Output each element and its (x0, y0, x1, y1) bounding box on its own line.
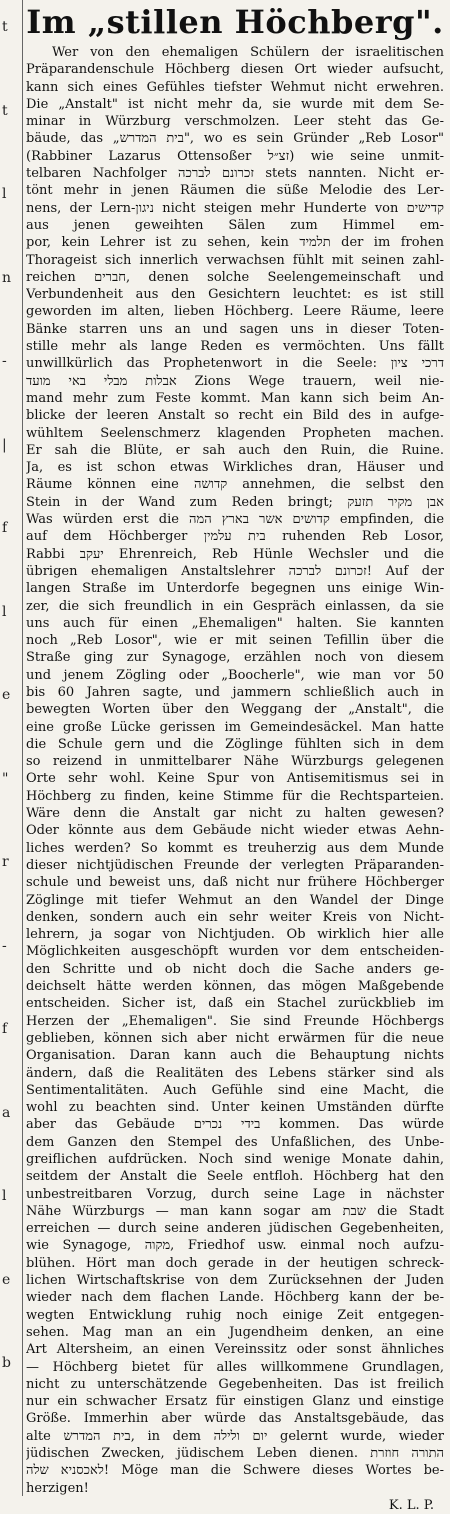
text-line: wieder nach dem flachen Lande. Höchberg kann der be- (26, 1290, 444, 1306)
text-line: — Höchberg bietet für alles willkommene Grundlagen, (26, 1359, 444, 1375)
text-line: bäude, das „בית המדרש", wo es sein Gründer „Reb Losor" (26, 131, 444, 147)
text-line: sehen. Mag man an ein Jugendheim denken, an eine (26, 1324, 444, 1340)
text-line: liches werden? So kommt es treuherzig aus dem Munde (26, 840, 444, 856)
margin-glyph: t (2, 19, 8, 35)
margin-glyph: b (2, 1355, 11, 1372)
text-line: greiflichen aufdrücken. Noch sind wenige Monate dahin, (26, 1152, 444, 1167)
text-line: Was würden erst die קדושים אשר בארץ המה empfinden, die (26, 512, 444, 528)
margin-glyph: r (2, 854, 9, 871)
text-line: Präparandenschule Höchberg diesen Ort wieder aufsucht, (26, 62, 444, 78)
text-line: Organisation. Daran kann auch die Behauptung nichts (26, 1048, 444, 1064)
margin-glyph: f (2, 1021, 8, 1038)
text-line: por, kein Lehrer ist zu sehen, kein תלמיד der im frohen (26, 235, 444, 251)
margin-glyph: | (2, 436, 7, 453)
text-line: Thorageist sich innerlich verwachsen fühlt mit seinen zahl- (26, 252, 444, 268)
text-line: die Schule gern und die Zöglinge fühlten sich in dem (26, 736, 444, 752)
text-line: geblieben, können sich aber nicht erwärmen für die neue (26, 1030, 444, 1046)
article (26, 2, 444, 1514)
text-line: dem Ganzen den Stempel des Unfaßlichen, des Unbe- (26, 1134, 444, 1150)
margin-glyph: - (2, 353, 7, 370)
text-line: aber das Gebäude בידי נכרים kommen. Das würde (26, 1117, 444, 1133)
margin-glyph: - (2, 937, 7, 954)
text-line: tönt mehr in jenen Räumen die süße Melodie des Ler- (26, 183, 444, 199)
margin-glyph: l (2, 1188, 7, 1205)
text-line: nicht zu unterschätzende Gegebenheiten. Das ist freilich (26, 1376, 444, 1392)
text-line: wühltem Seelenschmerz klagenden Propheten machen. (26, 425, 444, 441)
text-line: Wäre denn die Anstalt gar nicht zu halten gewesen? (26, 806, 444, 822)
text-line: entscheiden. Sicher ist, daß ein Stachel zurückblieb im (26, 996, 444, 1012)
text-line: Nähe Würzburgs — man kann sogar am שבת die Stadt (26, 1203, 444, 1219)
margin-glyph: l (2, 603, 7, 620)
text-line: telbaren Nachfolger זכרונם לברכה stets nannten. Nicht er- (26, 166, 444, 182)
margin-glyph: e (2, 687, 11, 704)
text-line: lehrern, ja sogar von Nichtjuden. Ob wirklich hier alle (26, 927, 444, 943)
text-line: herzigen! (26, 1480, 89, 1496)
margin-glyph: e (2, 1271, 11, 1288)
text-line: zer, die sich freundlich in ein Gespräch einlassen, da sie (26, 598, 444, 614)
text-line: dieser nichtjüdischen Freunde der verlegten Präparanden- (26, 857, 444, 873)
text-line: auf dem Höchberger בית עלמין ruhenden Reb Losor, (26, 529, 444, 545)
text-line: deichselt hätte werden können, das mögen Maßgebende (26, 979, 444, 995)
text-line: minar in Würzburg verschmolzen. Leer steht das Ge- (26, 114, 444, 130)
text-line: Räume können eine קדושה annehmen, die selbst den (26, 477, 444, 493)
text-line: stille mehr als lange Reden es vermöchten. Uns fällt (26, 339, 444, 355)
article-body (26, 44, 444, 1514)
text-line: uns auch für einen „Ehemaligen" halten. Sie kannten (26, 615, 444, 631)
text-line: wohl zu beachten sind. Unter keinen Umständen dürfte (26, 1100, 444, 1116)
text-line: übrigen ehemaligen Anstaltslehrer זכרונם לברכה! Auf der (26, 563, 444, 579)
text-line: schule und beweist uns, daß nicht nur frühere Höchberger (26, 875, 444, 891)
text-line: Er sah die Blüte, er sah auch den Ruin, die Ruine. (26, 442, 444, 458)
article-headline: Im „stillen Höchberg". (26, 3, 444, 41)
text-line: und jenem Zögling oder „Boocherle", wie man vor 50 (26, 667, 444, 683)
author-signature: K. L. P. (388, 1497, 434, 1513)
text-line: Höchberg zu finden, keine Stimme für die Rechtsparteien. (26, 788, 444, 804)
text-line: noch „Reb Losor", wie er mit seinen Tefillin über die (26, 633, 444, 649)
text-line: Straße ging zur Synagoge, erzählen noch von diesem (26, 650, 444, 666)
text-line: Wer von den ehemaligen Schülern der israelitischen (52, 45, 444, 60)
margin-glyph: a (2, 1104, 11, 1121)
text-line: Orte sehr wohl. Keine Spur von Antisemitismus sei in (26, 771, 444, 787)
text-line: so reizend in unmittelbarer Nähe Würzburgs gelegenen (26, 754, 444, 770)
text-line: אבלות מבלי באי מועד Zions Wege trauern, weil nie- (26, 373, 444, 389)
text-line: unwillkürlich das Prophetenwort in die Seele: דרכי ציון (26, 356, 444, 372)
text-line: unbestreitbaren Vorzug, durch seine Lage in nächster (26, 1186, 444, 1202)
text-line: erreichen — durch seine anderen jüdischen Gegebenheiten, (26, 1221, 444, 1237)
text-line: Stein in der Wand zum Reden bringt; אבן מקיר תזעק (26, 494, 444, 510)
text-line: Die „Anstalt" ist nicht mehr da, sie wurde mit dem Se- (26, 96, 444, 112)
column-rule (22, 0, 23, 1496)
text-line: nur ein schwacher Ersatz für einstigen Glanz und einstige (26, 1394, 444, 1410)
text-line: Art Altersheim, an einen Vereinssitz oder sonst ähnliches (26, 1342, 444, 1358)
text-line: Sentimentalitäten. Auch Gefühle sind eine Macht, die (26, 1082, 444, 1098)
text-line: wegten Entwicklung ruhig noch einige Zeit entgegen- (26, 1307, 444, 1323)
text-line: Größe. Immerhin aber würde das Anstaltsgebäude, das (26, 1411, 444, 1427)
text-line: seitdem der Anstalt die Seele entfloh. Höchberg hat den (26, 1169, 444, 1185)
text-line: denken, sondern auch ein sehr weiter Kreis von Nicht- (26, 909, 444, 925)
text-line: Rabbi יעקב Ehrenreich, Reb Hünle Wechsler und die (26, 546, 444, 562)
text-line: kann sich eines Gefühles tiefster Wehmut nicht erwehren. (26, 79, 444, 95)
margin-glyph: n (2, 269, 12, 286)
text-line: langen Straße im Unterdorfe begegnen uns einige Win- (26, 581, 444, 597)
text-line: ändern, daß die Realitäten des Lebens stärker sind als (26, 1065, 444, 1081)
text-line: alte בית המדרש, in dem יום ולילה gelernt wurde, wieder (26, 1428, 444, 1444)
text-line: nens, der Lern-ניגון nicht steigen mehr Hunderte von קדישים (26, 200, 444, 216)
text-line: wie Synagoge, מקוה, Friedhof usw. einmal noch aufzu- (26, 1238, 444, 1254)
text-line: mand mehr zum Feste kommt. Man kann sich beim An- (26, 390, 444, 406)
text-line: Oder könnte aus dem Gebäude nicht wieder etwas Aehn- (26, 823, 444, 839)
text-line: blühen. Hört man doch gerade in der heutigen schreck- (26, 1255, 444, 1271)
text-line: jüdischen Zwecken, jüdischem Leben dienen. התורה חוזרת (26, 1446, 444, 1462)
text-line: Möglichkeiten ausgeschöpft wurden vor dem entscheiden- (26, 944, 444, 960)
text-line: (Rabbiner Lazarus Ottensoßer זצ״ל) wie seine unmit- (26, 148, 444, 164)
margin-glyph: t (2, 102, 8, 119)
margin-glyph: l (2, 186, 7, 203)
text-line: Zöglinge mit tiefer Wehmut an den Wandel der Dinge (26, 892, 444, 908)
text-line: Ja, es ist schon etwas Wirkliches dran, Häuser und (26, 460, 444, 476)
text-line: reichen חברים, denen solche Seelengemeinschaft und (26, 269, 444, 285)
text-line: den Schritte und ob nicht doch die Sache anders ge- (26, 961, 444, 977)
text-line: geworden im alten, lieben Höchberg. Leere Räume, leere (26, 304, 444, 320)
margin-glyph: f (2, 520, 8, 537)
text-line: lichen Wirtschaftskrise von dem Zurücksehnen der Juden (26, 1273, 444, 1289)
text-line: aus jenen geweihten Sälen zum Himmel em- (26, 217, 444, 233)
text-line: blicke der leeren Anstalt so recht ein Bild des in aufge- (26, 408, 444, 424)
text-line: לאכסניא שלה! Möge man die Schwere dieses Wortes be- (26, 1463, 444, 1479)
text-line: Herzen der „Ehemaligen". Sie sind Freunde Höchbergs (26, 1013, 444, 1029)
text-line: eine große Lücke gerissen im Gemeindesäckel. Man hatte (26, 719, 444, 735)
text-line: Verbundenheit aus den Gesichtern leuchtet: es ist still (26, 287, 444, 303)
adjacent-column-fragment (0, 0, 20, 1496)
margin-glyph: " (2, 770, 9, 787)
text-line: bewegten Worten über den Weggang der „Anstalt", die (26, 702, 444, 718)
text-line: bis 60 Jahren sagte, und jammern schließlich auch in (26, 684, 444, 700)
text-line: Bänke starren uns an und sagen uns in dieser Toten- (26, 321, 444, 337)
